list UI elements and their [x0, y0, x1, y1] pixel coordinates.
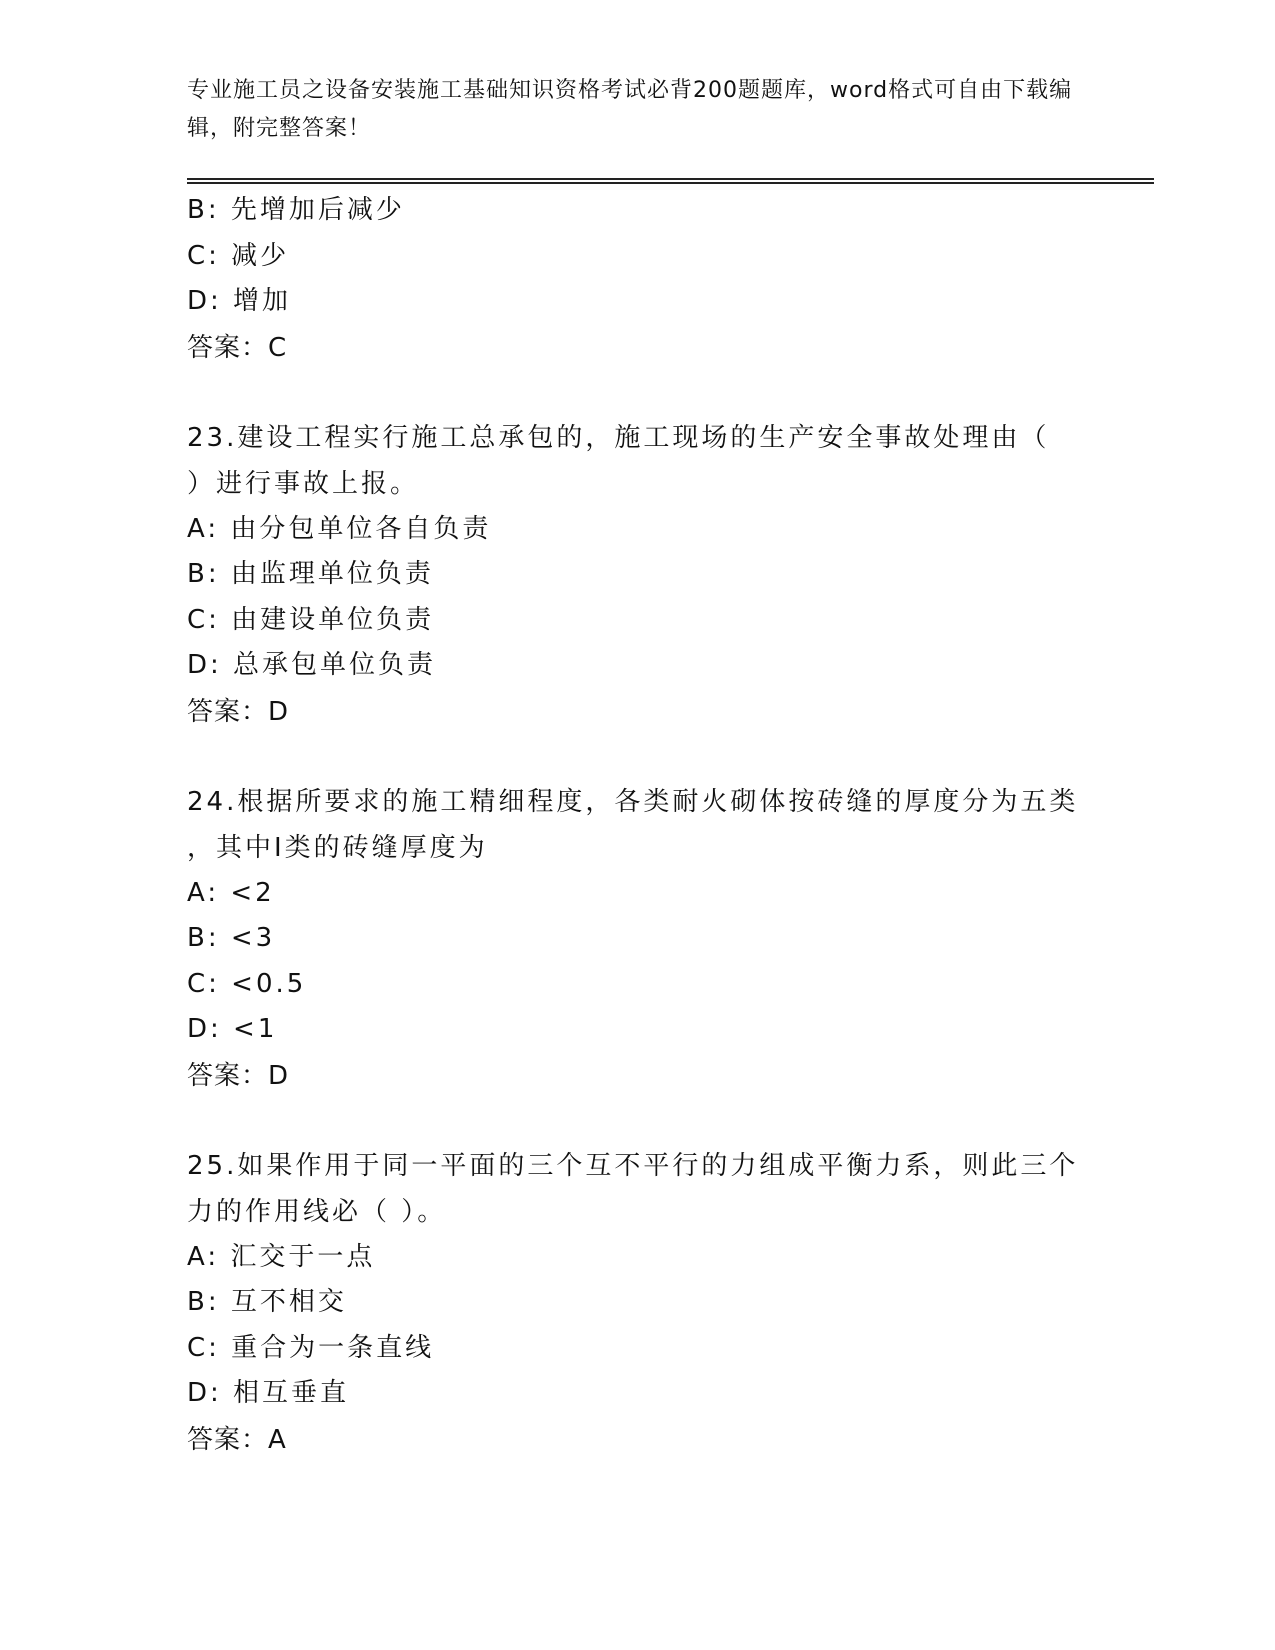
- option-a: A: 汇交于一点: [187, 1241, 376, 1272]
- question-25: [187, 1143, 1087, 1463]
- option-d: D: <1: [187, 1014, 278, 1044]
- question-23: [187, 415, 1087, 735]
- question-22-continuation: [187, 188, 1087, 371]
- option-c: C: 减少: [187, 240, 290, 271]
- option-b: B: 由监理单位负责: [187, 559, 434, 589]
- option-d: D: 增加: [187, 286, 292, 316]
- question-list: [187, 188, 1087, 1463]
- option-b: B: 互不相交: [187, 1287, 347, 1317]
- spacer: [187, 1099, 1087, 1143]
- option-d: D: 总承包单位负责: [187, 650, 437, 680]
- page-header: 专业施工员之设备安装施工基础知识资格考试必背200题题库，word格式可自由下载编辑，附完整答案！: [187, 78, 1073, 141]
- question-stem: 23.建设工程实行施工总承包的，施工现场的生产安全事故处理由（: [187, 422, 1050, 453]
- divider-line-top: [187, 178, 1154, 180]
- question-stem-continued: ）进行事故上报。: [187, 468, 420, 499]
- header-divider: [187, 178, 1154, 184]
- spacer: [187, 735, 1087, 779]
- question-stem-continued: 力的作用线必（ ）。: [187, 1196, 447, 1227]
- option-c: C: 重合为一条直线: [187, 1332, 435, 1363]
- option-a: A: <2: [187, 877, 275, 908]
- question-24: [187, 779, 1087, 1099]
- spacer: [187, 371, 1087, 415]
- option-c: C: 由建设单位负责: [187, 604, 435, 635]
- answer-line: 答案：A: [187, 1424, 287, 1455]
- answer-line: 答案：C: [187, 332, 288, 363]
- question-stem: 25.如果作用于同一平面的三个互不平行的力组成平衡力系，则此三个: [187, 1150, 1079, 1181]
- question-stem: 24.根据所要求的施工精细程度，各类耐火砌体按砖缝的厚度分为五类: [187, 786, 1079, 817]
- answer-line: 答案：D: [187, 1060, 290, 1091]
- option-b: B: <3: [187, 923, 276, 953]
- option-c: C: <0.5: [187, 968, 307, 999]
- option-b: B: 先增加后减少: [187, 195, 405, 225]
- question-stem-continued: ，其中Ⅰ类的砖缝厚度为: [187, 832, 488, 863]
- option-d: D: 相互垂直: [187, 1378, 350, 1408]
- option-a: A: 由分包单位各自负责: [187, 513, 492, 544]
- divider-line-bottom: [187, 182, 1154, 184]
- answer-line: 答案：D: [187, 696, 290, 727]
